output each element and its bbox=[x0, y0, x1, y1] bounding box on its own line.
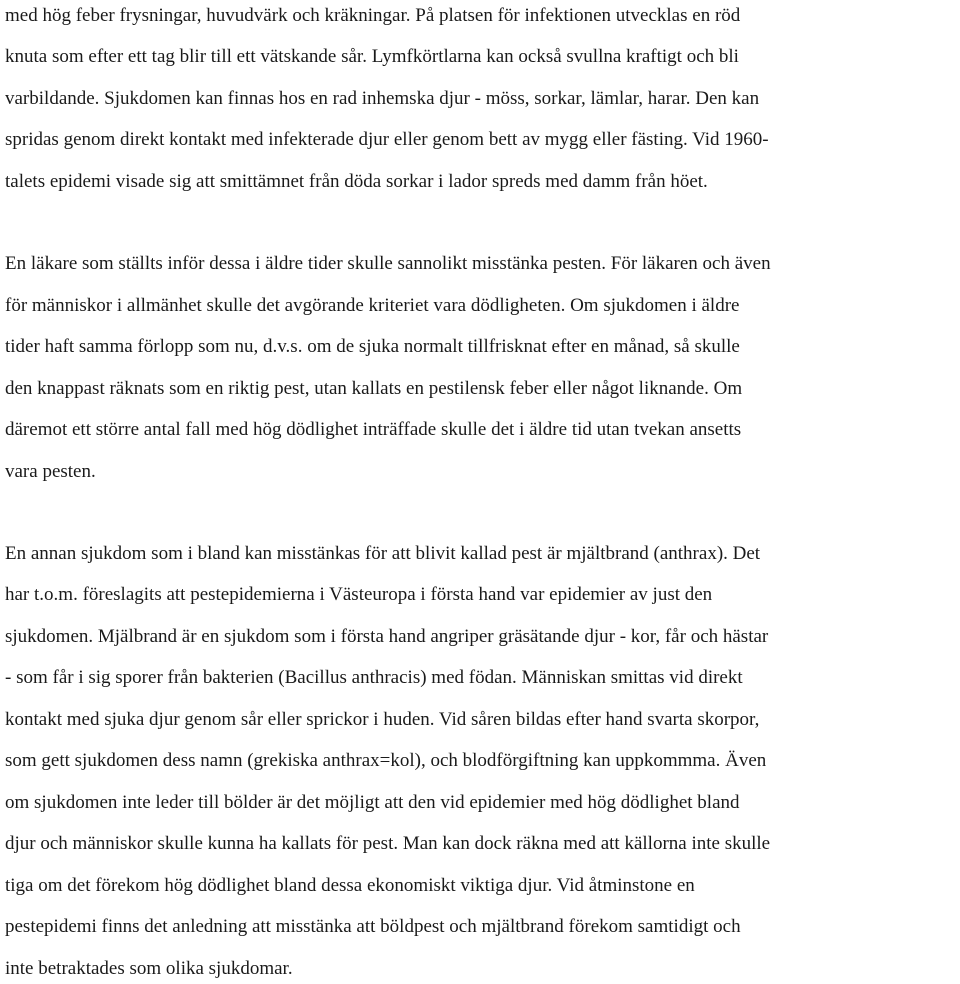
text-line: pestepidemi finns det anledning att misstänka att böldpest och mjältbrand förekom samtidigt och bbox=[5, 916, 741, 937]
text-line: tiga om det förekom hög dödlighet bland dessa ekonomiskt viktiga djur. Vid åtminstone en bbox=[5, 875, 695, 896]
text-line: inte betraktades som olika sjukdomar. bbox=[5, 958, 293, 979]
text-line: har t.o.m. föreslagits att pestepidemierna i Västeuropa i första hand var epidemier av just den bbox=[5, 584, 713, 605]
text-line: tider haft samma förlopp som nu, d.v.s. om de sjuka normalt tillfrisknat efter en månad, så skulle bbox=[5, 336, 740, 357]
text-line: kontakt med sjuka djur genom sår eller sprickor i huden. Vid såren bildas efter hand svarta skorpor, bbox=[5, 709, 760, 730]
text-line: djur och människor skulle kunna ha kallats för pest. Man kan dock räkna med att källorna inte skulle bbox=[5, 833, 771, 854]
text-line: med hög feber frysningar, huvudvärk och kräkningar. På platsen för infektionen utvecklas en röd bbox=[5, 5, 741, 26]
text-line: för människor i allmänhet skulle det avgörande kriteriet vara dödligheten. Om sjukdomen i äldre bbox=[5, 295, 740, 316]
text-line: om sjukdomen inte leder till bölder är det möjligt att den vid epidemier med hög dödlighet bland bbox=[5, 792, 740, 813]
text-line: - som får i sig sporer från bakterien (Bacillus anthracis) med födan. Människan smittas vid direkt bbox=[5, 667, 743, 688]
text-line: En läkare som ställts inför dessa i äldre tider skulle sannolikt misstänka pesten. För läkaren och även bbox=[5, 253, 771, 274]
text-line: sjukdomen. Mjälbrand är en sjukdom som i första hand angriper gräsätande djur - kor, får och hästar bbox=[5, 626, 769, 647]
text-line: den knappast räknats som en riktig pest, utan kallats en pestilensk feber eller något liknande. Om bbox=[5, 378, 743, 399]
text-line: En annan sjukdom som i bland kan misstänkas för att blivit kallad pest är mjältbrand (anthrax). Det bbox=[5, 543, 761, 564]
text-line: däremot ett större antal fall med hög dödlighet inträffade skulle det i äldre tid utan tvekan ansetts bbox=[5, 419, 742, 440]
text-line: vara pesten. bbox=[5, 461, 96, 482]
text-line: spridas genom direkt kontakt med infekterade djur eller genom bett av mygg eller fästing. Vid 1960- bbox=[5, 129, 769, 150]
text-line: talets epidemi visade sig att smittämnet från döda sorkar i lador spreds med damm från höet. bbox=[5, 171, 708, 192]
text-line: knuta som efter ett tag blir till ett vätskande sår. Lymfkörtlarna kan också svullna kraftigt och bli bbox=[5, 46, 739, 67]
text-line: som gett sjukdomen dess namn (grekiska anthrax=kol), och blodförgiftning kan uppkommma. Även bbox=[5, 750, 767, 771]
text-line: varbildande. Sjukdomen kan finnas hos en rad inhemska djur - möss, sorkar, lämlar, harar. Den kan bbox=[5, 88, 760, 109]
